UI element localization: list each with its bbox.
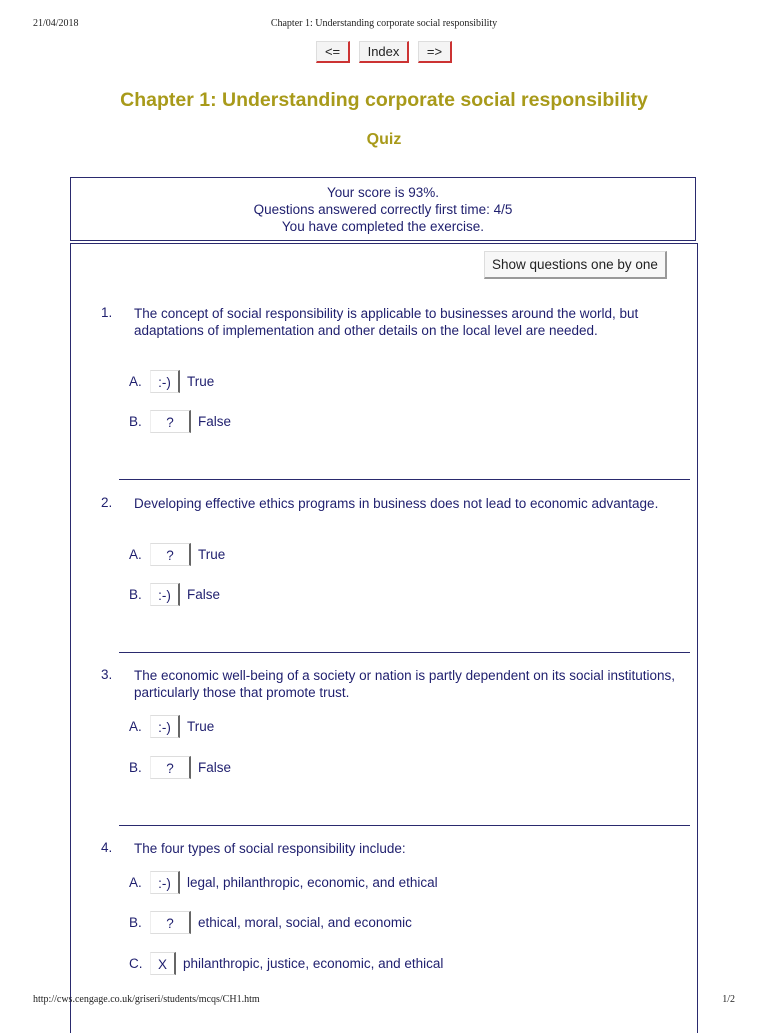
option-text: False	[198, 760, 232, 775]
option-mark-button[interactable]: :-)	[150, 871, 180, 894]
prev-button[interactable]: <=	[316, 41, 350, 63]
option-mark-button[interactable]: :-)	[150, 583, 180, 606]
option-text: True	[187, 374, 215, 389]
question-number: 2.	[101, 495, 113, 510]
question-number: 4.	[101, 840, 113, 855]
option-text: False	[187, 587, 221, 602]
score-line: Your score is 93%.	[326, 185, 440, 200]
option-text: legal, philanthropic, economic, and ethical	[187, 875, 438, 890]
index-button[interactable]: Index	[359, 41, 410, 63]
option-letter: B.	[129, 414, 142, 429]
option-letter: B.	[129, 915, 142, 930]
option-mark-button[interactable]: ?	[150, 911, 191, 934]
quiz-title: Quiz	[366, 131, 402, 148]
option-text: False	[198, 414, 232, 429]
option-mark-button[interactable]: ?	[150, 543, 191, 566]
question-number: 1.	[101, 305, 113, 320]
show-one-by-one-button[interactable]: Show questions one by one	[484, 251, 667, 279]
option-text: True	[198, 547, 226, 562]
option-letter: A.	[129, 719, 142, 734]
option-mark-button[interactable]: :-)	[150, 370, 180, 393]
question-divider	[119, 825, 690, 826]
question-divider	[119, 652, 690, 653]
chapter-title: Chapter 1: Understanding corporate social responsibility	[120, 89, 648, 111]
completed-line: You have completed the exercise.	[281, 219, 485, 234]
option-mark-button[interactable]: X	[150, 952, 176, 975]
nav-bar	[0, 41, 768, 63]
question-text: The four types of social responsibility include:	[134, 841, 406, 856]
next-button[interactable]: =>	[418, 41, 452, 63]
print-header	[33, 18, 735, 32]
question-number: 3.	[101, 667, 113, 682]
option-text: ethical, moral, social, and economic	[198, 915, 412, 930]
question-text: The economic well-being of a society or nation is partly dependent on its social institutions, particularly those that promote trust.	[134, 668, 676, 700]
option-mark-button[interactable]: ?	[150, 410, 191, 433]
option-mark-button[interactable]: :-)	[150, 715, 180, 738]
correct-first-time-line: Questions answered correctly first time: 4/5	[253, 202, 513, 217]
option-text: True	[187, 719, 215, 734]
question-divider	[119, 479, 690, 480]
question-text: Developing effective ethics programs in business does not lead to economic advantage.	[134, 496, 659, 511]
option-text: philanthropic, justice, economic, and ethical	[183, 956, 444, 971]
page-url: http://cws.cengage.co.uk/griseri/students/mcqs/CH1.htm	[33, 994, 260, 1005]
page-number: 1/2	[722, 994, 735, 1005]
print-date: 21/04/2018	[33, 18, 79, 29]
option-letter: A.	[129, 547, 142, 562]
question-text: The concept of social responsibility is applicable to businesses around the world, but adaptations of implementation and other details on the local level are needed.	[134, 306, 639, 338]
print-title: Chapter 1: Understanding corporate social responsibility	[270, 18, 498, 29]
print-footer	[33, 994, 735, 1008]
score-box	[70, 177, 696, 241]
option-letter: C.	[129, 956, 143, 971]
option-letter: A.	[129, 875, 142, 890]
option-letter: B.	[129, 587, 142, 602]
option-letter: B.	[129, 760, 142, 775]
option-letter: A.	[129, 374, 142, 389]
option-mark-button[interactable]: ?	[150, 756, 191, 779]
